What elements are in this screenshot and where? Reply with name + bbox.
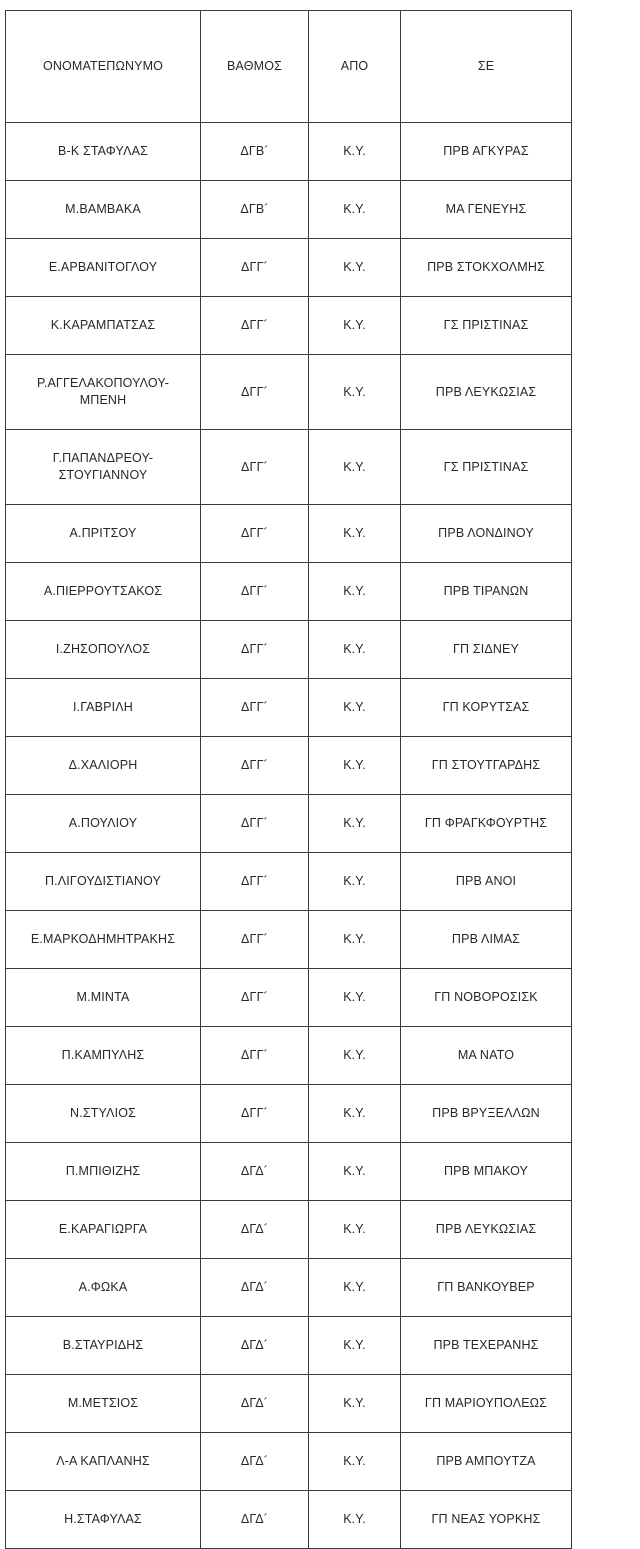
cell-from: Κ.Υ. xyxy=(309,1491,401,1549)
cell-name: Ι.ΓΑΒΡΙΛΗ xyxy=(6,679,201,737)
cell-from: Κ.Υ. xyxy=(309,969,401,1027)
column-header-to: ΣΕ xyxy=(401,11,572,123)
transfers-table-container xyxy=(5,10,571,1549)
cell-name-line: ΣΤΟΥΓΙΑΝΝΟΥ xyxy=(58,468,148,482)
cell-from: Κ.Υ. xyxy=(309,1143,401,1201)
cell-rank: ΔΓΓ´ xyxy=(201,737,309,795)
cell-to: ΓΠ ΦΡΑΓΚΦΟΥΡΤΗΣ xyxy=(401,795,572,853)
cell-from: Κ.Υ. xyxy=(309,239,401,297)
cell-to: ΓΣ ΠΡΙΣΤΙΝΑΣ xyxy=(401,430,572,505)
table-header xyxy=(6,11,572,123)
cell-name: Ε.ΑΡΒΑΝΙΤΟΓΛΟΥ xyxy=(6,239,201,297)
cell-name: Ι.ΖΗΣΟΠΟΥΛΟΣ xyxy=(6,621,201,679)
cell-name: Η.ΣΤΑΦΥΛΑΣ xyxy=(6,1491,201,1549)
cell-to: ΓΠ ΝΟΒΟΡΟΣΙΣΚ xyxy=(401,969,572,1027)
cell-from: Κ.Υ. xyxy=(309,1259,401,1317)
cell-rank: ΔΓΓ´ xyxy=(201,969,309,1027)
cell-rank: ΔΓΓ´ xyxy=(201,911,309,969)
table-row xyxy=(6,563,572,621)
cell-to: ΠΡΒ ΤΙΡΑΝΩΝ xyxy=(401,563,572,621)
cell-name: Α.ΠΙΕΡΡΟΥΤΣΑΚΟΣ xyxy=(6,563,201,621)
cell-from: Κ.Υ. xyxy=(309,297,401,355)
cell-rank: ΔΓΓ´ xyxy=(201,679,309,737)
cell-rank: ΔΓΓ´ xyxy=(201,795,309,853)
cell-to: ΠΡΒ ΒΡΥΞΕΛΛΩΝ xyxy=(401,1085,572,1143)
cell-rank: ΔΓΓ´ xyxy=(201,239,309,297)
cell-to: ΠΡΒ ΛΙΜΑΣ xyxy=(401,911,572,969)
cell-name-line: Γ.ΠΑΠΑΝΔΡΕΟΥ- xyxy=(52,451,154,466)
cell-name: Α.ΠΟΥΛΙΟΥ xyxy=(6,795,201,853)
table-body xyxy=(6,123,572,1549)
cell-from: Κ.Υ. xyxy=(309,355,401,430)
table-row xyxy=(6,911,572,969)
cell-from: Κ.Υ. xyxy=(309,853,401,911)
cell-name: Λ-Α ΚΑΠΛΑΝΗΣ xyxy=(6,1433,201,1491)
column-header-from: ΑΠΟ xyxy=(309,11,401,123)
table-row xyxy=(6,621,572,679)
table-row xyxy=(6,679,572,737)
cell-rank: ΔΓΔ´ xyxy=(201,1317,309,1375)
cell-name: Β.ΣΤΑΥΡΙΔΗΣ xyxy=(6,1317,201,1375)
table-row xyxy=(6,430,572,505)
cell-name xyxy=(6,355,201,430)
cell-from: Κ.Υ. xyxy=(309,795,401,853)
cell-rank: ΔΓΔ´ xyxy=(201,1143,309,1201)
cell-name: Μ.ΜΕΤΣΙΟΣ xyxy=(6,1375,201,1433)
table-row xyxy=(6,1317,572,1375)
cell-rank: ΔΓΔ´ xyxy=(201,1259,309,1317)
table-row xyxy=(6,737,572,795)
table-row xyxy=(6,1085,572,1143)
cell-rank: ΔΓΒ´ xyxy=(201,123,309,181)
cell-rank: ΔΓΓ´ xyxy=(201,1027,309,1085)
cell-name: Π.ΚΑΜΠΥΛΗΣ xyxy=(6,1027,201,1085)
cell-to: ΓΣ ΠΡΙΣΤΙΝΑΣ xyxy=(401,297,572,355)
cell-to: ΠΡΒ ΜΠΑΚΟΥ xyxy=(401,1143,572,1201)
table-row xyxy=(6,1259,572,1317)
cell-rank: ΔΓΔ´ xyxy=(201,1375,309,1433)
cell-name: Μ.ΜΙΝΤΑ xyxy=(6,969,201,1027)
cell-from: Κ.Υ. xyxy=(309,505,401,563)
cell-rank: ΔΓΔ´ xyxy=(201,1491,309,1549)
cell-rank: ΔΓΓ´ xyxy=(201,297,309,355)
table-row xyxy=(6,1027,572,1085)
cell-to: ΠΡΒ ΑΝΟΙ xyxy=(401,853,572,911)
table-row xyxy=(6,181,572,239)
cell-from: Κ.Υ. xyxy=(309,737,401,795)
cell-to: ΠΡΒ ΣΤΟΚΧΟΛΜΗΣ xyxy=(401,239,572,297)
cell-to: ΓΠ ΝΕΑΣ ΥΟΡΚΗΣ xyxy=(401,1491,572,1549)
cell-to: ΠΡΒ ΛΟΝΔΙΝΟΥ xyxy=(401,505,572,563)
cell-rank: ΔΓΒ´ xyxy=(201,181,309,239)
cell-name: Π.ΛΙΓΟΥΔΙΣΤΙΑΝΟΥ xyxy=(6,853,201,911)
cell-from: Κ.Υ. xyxy=(309,1317,401,1375)
cell-name: Ν.ΣΤΥΛΙΟΣ xyxy=(6,1085,201,1143)
cell-from: Κ.Υ. xyxy=(309,563,401,621)
cell-name-line: ΜΠΕΝΗ xyxy=(79,393,127,407)
cell-name: Δ.ΧΑΛΙΟΡΗ xyxy=(6,737,201,795)
cell-name: Μ.ΒΑΜΒΑΚΑ xyxy=(6,181,201,239)
table-row xyxy=(6,1433,572,1491)
cell-to: ΓΠ ΒΑΝΚΟΥΒΕΡ xyxy=(401,1259,572,1317)
cell-from: Κ.Υ. xyxy=(309,1375,401,1433)
transfers-table xyxy=(5,10,572,1549)
cell-rank: ΔΓΔ´ xyxy=(201,1201,309,1259)
table-header-row xyxy=(6,11,572,123)
cell-name xyxy=(6,430,201,505)
cell-to: ΠΡΒ ΛΕΥΚΩΣΙΑΣ xyxy=(401,355,572,430)
cell-from: Κ.Υ. xyxy=(309,1201,401,1259)
cell-from: Κ.Υ. xyxy=(309,430,401,505)
cell-to: ΠΡΒ ΑΓΚΥΡΑΣ xyxy=(401,123,572,181)
cell-to: ΓΠ ΚΟΡΥΤΣΑΣ xyxy=(401,679,572,737)
cell-rank: ΔΓΓ´ xyxy=(201,1085,309,1143)
cell-to: ΠΡΒ ΤΕΧΕΡΑΝΗΣ xyxy=(401,1317,572,1375)
cell-rank: ΔΓΓ´ xyxy=(201,355,309,430)
table-row xyxy=(6,1143,572,1201)
table-row xyxy=(6,795,572,853)
cell-from: Κ.Υ. xyxy=(309,181,401,239)
cell-name: Ε.ΚΑΡΑΓΙΩΡΓΑ xyxy=(6,1201,201,1259)
table-row xyxy=(6,505,572,563)
cell-rank: ΔΓΔ´ xyxy=(201,1433,309,1491)
table-row xyxy=(6,1375,572,1433)
cell-from: Κ.Υ. xyxy=(309,679,401,737)
cell-name: Α.ΠΡΙΤΣΟΥ xyxy=(6,505,201,563)
cell-from: Κ.Υ. xyxy=(309,123,401,181)
table-row xyxy=(6,123,572,181)
cell-name: Ε.ΜΑΡΚΟΔΗΜΗΤΡΑΚΗΣ xyxy=(6,911,201,969)
table-row xyxy=(6,297,572,355)
cell-to: ΓΠ ΜΑΡΙΟΥΠΟΛΕΩΣ xyxy=(401,1375,572,1433)
table-row xyxy=(6,1491,572,1549)
column-header-name: ΟΝΟΜΑΤΕΠΩΝΥΜΟ xyxy=(6,11,201,123)
cell-rank: ΔΓΓ´ xyxy=(201,430,309,505)
table-row xyxy=(6,239,572,297)
cell-to: ΓΠ ΣΙΔΝΕΥ xyxy=(401,621,572,679)
cell-name: Π.ΜΠΙΘΙΖΗΣ xyxy=(6,1143,201,1201)
cell-rank: ΔΓΓ´ xyxy=(201,563,309,621)
cell-rank: ΔΓΓ´ xyxy=(201,621,309,679)
cell-name: Κ.ΚΑΡΑΜΠΑΤΣΑΣ xyxy=(6,297,201,355)
cell-to: ΠΡΒ ΛΕΥΚΩΣΙΑΣ xyxy=(401,1201,572,1259)
cell-rank: ΔΓΓ´ xyxy=(201,505,309,563)
cell-to: ΜΑ ΝΑΤΟ xyxy=(401,1027,572,1085)
cell-name: Β-Κ ΣΤΑΦΥΛΑΣ xyxy=(6,123,201,181)
cell-from: Κ.Υ. xyxy=(309,1085,401,1143)
table-row xyxy=(6,853,572,911)
cell-name: Α.ΦΩΚΑ xyxy=(6,1259,201,1317)
table-row xyxy=(6,355,572,430)
table-row xyxy=(6,1201,572,1259)
cell-rank: ΔΓΓ´ xyxy=(201,853,309,911)
cell-from: Κ.Υ. xyxy=(309,911,401,969)
table-row xyxy=(6,969,572,1027)
column-header-rank: ΒΑΘΜΟΣ xyxy=(201,11,309,123)
cell-from: Κ.Υ. xyxy=(309,1027,401,1085)
cell-to: ΓΠ ΣΤΟΥΤΓΑΡΔΗΣ xyxy=(401,737,572,795)
cell-from: Κ.Υ. xyxy=(309,621,401,679)
cell-to: ΜΑ ΓΕΝΕΥΗΣ xyxy=(401,181,572,239)
cell-from: Κ.Υ. xyxy=(309,1433,401,1491)
cell-name-line: Ρ.ΑΓΓΕΛΑΚΟΠΟΥΛΟΥ- xyxy=(36,376,170,391)
cell-to: ΠΡΒ ΑΜΠΟΥΤΖΑ xyxy=(401,1433,572,1491)
